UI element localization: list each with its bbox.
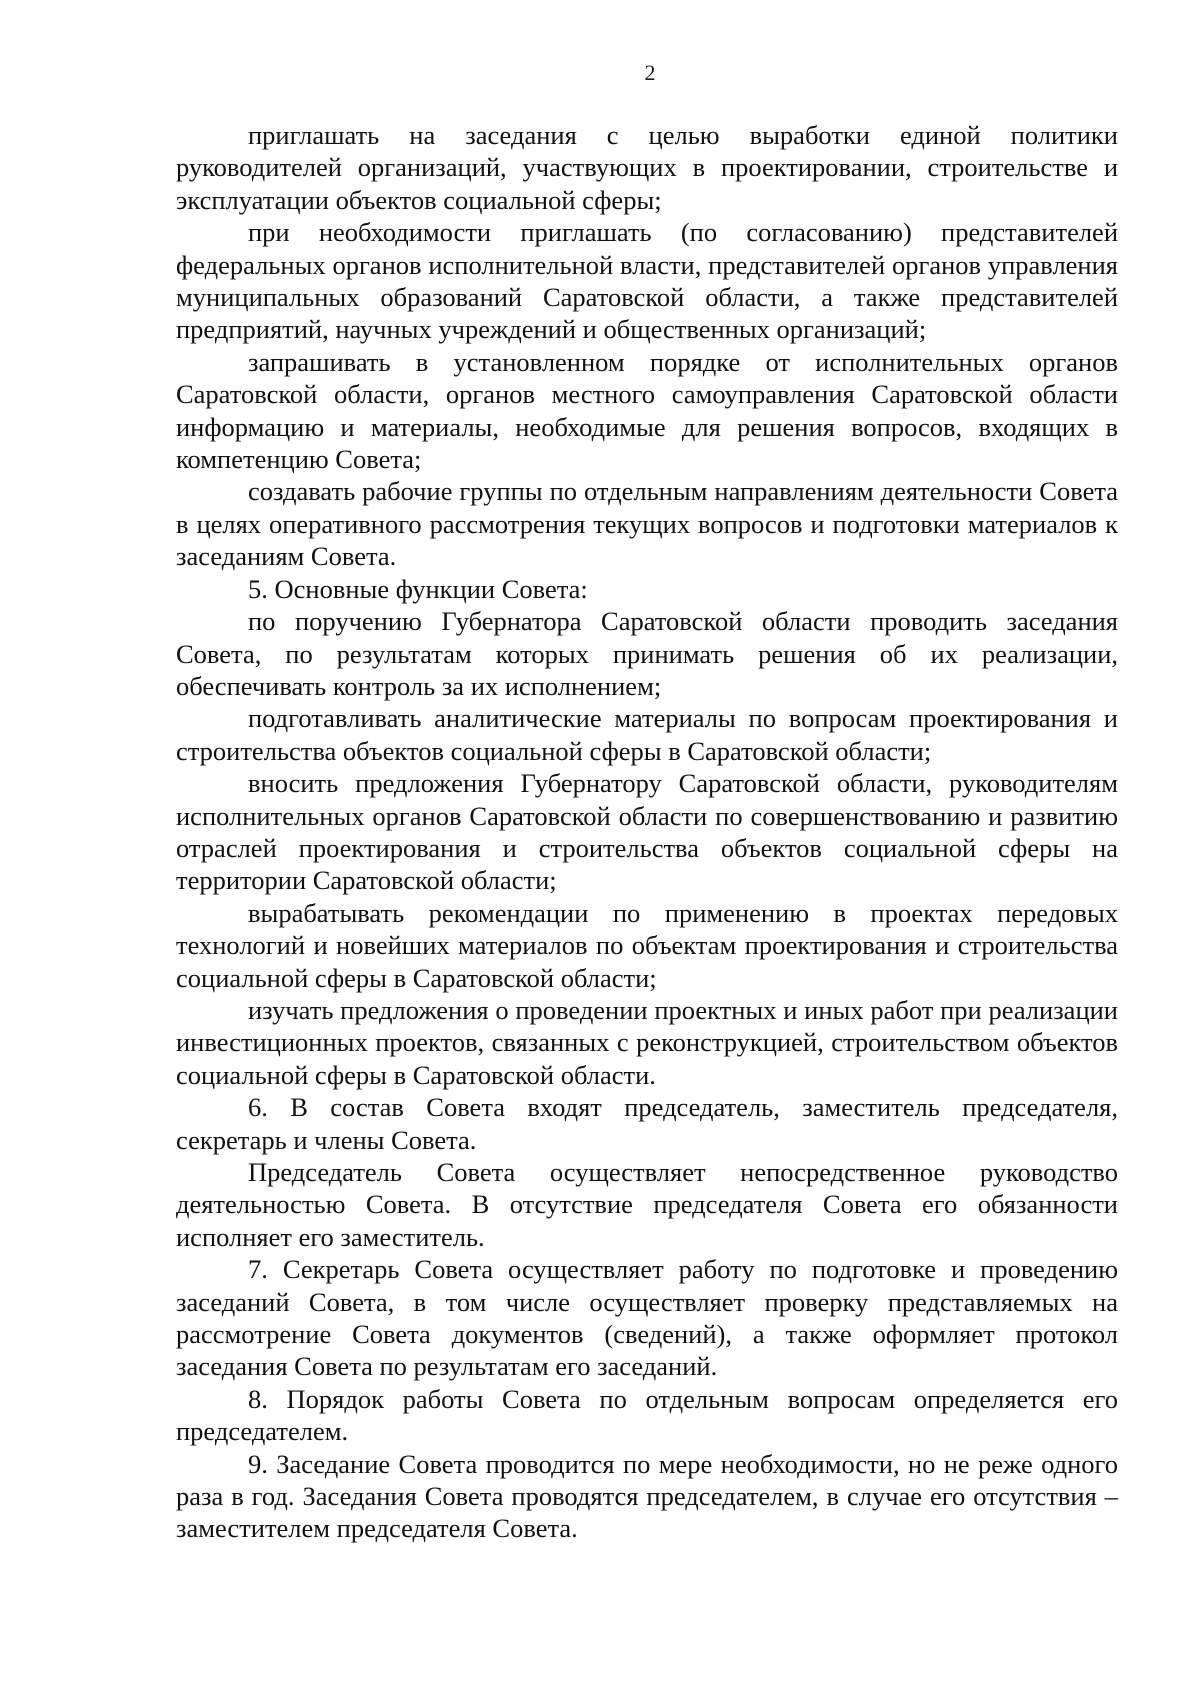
page-number: 2 xyxy=(644,60,656,85)
document-body xyxy=(176,119,1118,1545)
paragraph: 6. В состав Совета входят председатель, заместитель председателя, секретарь и члены Совета. xyxy=(176,1092,1118,1155)
paragraph: Председатель Совета осуществляет непосредственное руководство деятельностью Совета. В отсутствие председателя Совета его обязанности исполняет его заместитель. xyxy=(176,1157,1118,1252)
paragraph: вносить предложения Губернатору Саратовской области, руководителям исполнительных органов Саратовской области по совершенствованию и развитию отраслей проектирования и строительства объектов социальной сферы на территории Саратовской области; xyxy=(176,768,1118,896)
paragraph: вырабатывать рекомендации по применению в проектах передовых технологий и новейших материалов по объектам проектирования и строительства социальной сферы в Саратовской области; xyxy=(176,897,1118,993)
section-heading: 5. Основные функции Совета: xyxy=(248,573,588,604)
paragraph: подготавливать аналитические материалы по вопросам проектирования и строительства объектов социальной сферы в Саратовской области; xyxy=(176,703,1118,766)
paragraph: 8. Порядок работы Совета по отдельным вопросам определяется его председателем. xyxy=(176,1383,1118,1447)
paragraph: при необходимости приглашать (по согласованию) представителей федеральных органов исполнительной власти, представителей органов управления муниципальных образований Саратовской области, а также представителей предприятий, научных учреждений и общественных организаций; xyxy=(176,217,1118,345)
paragraph: создавать рабочие группы по отдельным направлениям деятельности Совета в целях оперативного рассмотрения текущих вопросов и подготовки материалов к заседаниям Совета. xyxy=(176,476,1118,572)
paragraph: запрашивать в установленном порядке от исполнительных органов Саратовской области, органов местного самоуправления Саратовской области информацию и материалы, необходимые для решения вопросов, входящих в компетенцию Совета; xyxy=(176,346,1118,475)
paragraph: изучать предложения о проведении проектных и иных работ при реализации инвестиционных проектов, связанных с реконструкцией, строительством объектов социальной сферы в Саратовской области. xyxy=(176,994,1118,1090)
paragraph: 7. Секретарь Совета осуществляет работу по подготовке и проведению заседаний Совета, в том числе осуществляет проверку представляемых на рассмотрение Совета документов (сведений), а также оформляет протокол заседания Совета по результатам его заседаний. xyxy=(176,1254,1118,1382)
paragraph: 9. Заседание Совета проводится по мере необходимости, но не реже одного раза в год. Заседания Совета проводятся председателем, в случае его отсутствия – заместителем председателя Совета. xyxy=(176,1448,1118,1544)
paragraph: приглашать на заседания с целью выработки единой политики руководителей организаций, участвующих в проектировании, строительстве и эксплуатации объектов социальной сферы; xyxy=(176,120,1118,215)
paragraph: по поручению Губернатора Саратовской области проводить заседания Совета, по результатам которых принимать решения об их реализации, обеспечивать контроль за их исполнением; xyxy=(176,606,1118,701)
